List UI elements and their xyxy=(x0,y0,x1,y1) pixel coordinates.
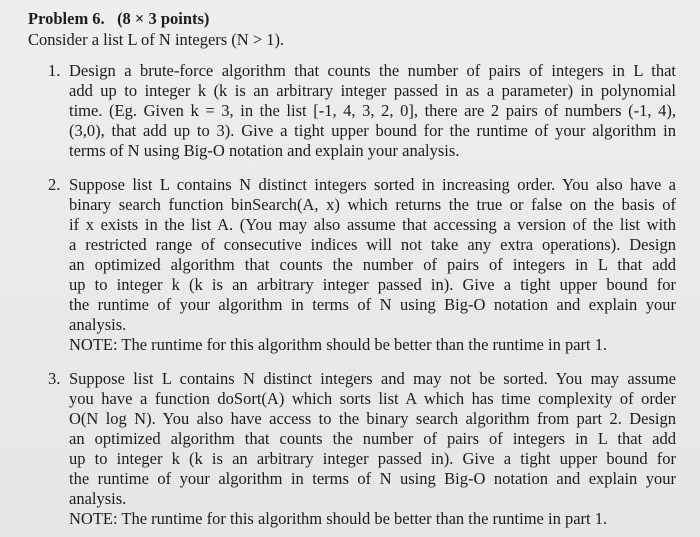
problem-label: Problem 6. xyxy=(28,9,105,28)
question-text-line: O(N log N). You also have access to the binary search algorithm from part 2. Design xyxy=(69,409,676,428)
question-text-line: time. (Eg. Given k = 3, in the list [-1, 4, 3, 2, 0], there are 2 pairs of numbers (-1, 4), xyxy=(69,101,676,120)
question-item-2 xyxy=(48,175,676,355)
question-note: NOTE: The runtime for this algorithm should be better than the runtime in part 1. xyxy=(69,509,608,528)
question-text-line: Suppose list L contains N distinct integers sorted in increasing order. You also have a xyxy=(69,175,676,194)
question-text-line: the runtime of your algorithm in terms of N using Big-O notation and explain your xyxy=(69,469,676,488)
question-item-1 xyxy=(48,61,676,161)
question-text-line: analysis. xyxy=(69,315,127,334)
problem-points: (8 × 3 points) xyxy=(117,9,210,28)
question-text-line: an optimized algorithm that counts the number of pairs of integers in L that add xyxy=(69,429,676,448)
problem-intro: Consider a list L of N integers (N > 1). xyxy=(28,30,285,49)
question-text-line: analysis. xyxy=(69,489,127,508)
question-text-line: add up to integer k (k is an arbitrary integer passed in as a parameter) in polynomial xyxy=(69,81,676,100)
question-text-line: you have a function doSort(A) which sorts list A which has time complexity of order xyxy=(69,389,676,408)
question-text-line: up to integer k (k is an arbitrary integer passed in). Give a tight upper bound for xyxy=(69,275,676,294)
question-text-line: Suppose list L contains N distinct integers and may not be sorted. You may assume xyxy=(69,369,676,388)
question-text-line: a restricted range of consecutive indices will not take any extra operations). Design xyxy=(69,235,676,254)
question-text-line: the runtime of your algorithm in terms of N using Big-O notation and explain your xyxy=(69,295,676,314)
question-text-line: binary search function binSearch(A, x) which returns the true or false on the basis of xyxy=(69,195,676,214)
question-text-line: (3,0), that add up to 3). Give a tight upper bound for the runtime of your algorithm in xyxy=(69,121,676,140)
question-item-3 xyxy=(48,369,676,529)
question-note: NOTE: The runtime for this algorithm should be better than the runtime in part 1. xyxy=(69,335,608,354)
question-number: 1. xyxy=(48,61,61,80)
question-text-line: Design a brute-force algorithm that counts the number of pairs of integers in L that xyxy=(69,61,676,80)
question-text-line: if x exists in the list A. (You may also assume that accessing a version of the list with xyxy=(69,215,676,234)
question-text-line: terms of N using Big-O notation and explain your analysis. xyxy=(69,141,460,160)
problem-heading xyxy=(28,9,209,29)
question-text-line: an optimized algorithm that counts the number of pairs of integers in L that add xyxy=(69,255,676,274)
question-number: 2. xyxy=(48,175,61,194)
question-text-line: up to integer k (k is an arbitrary integer passed in). Give a tight upper bound for xyxy=(69,449,676,468)
question-number: 3. xyxy=(48,369,61,388)
